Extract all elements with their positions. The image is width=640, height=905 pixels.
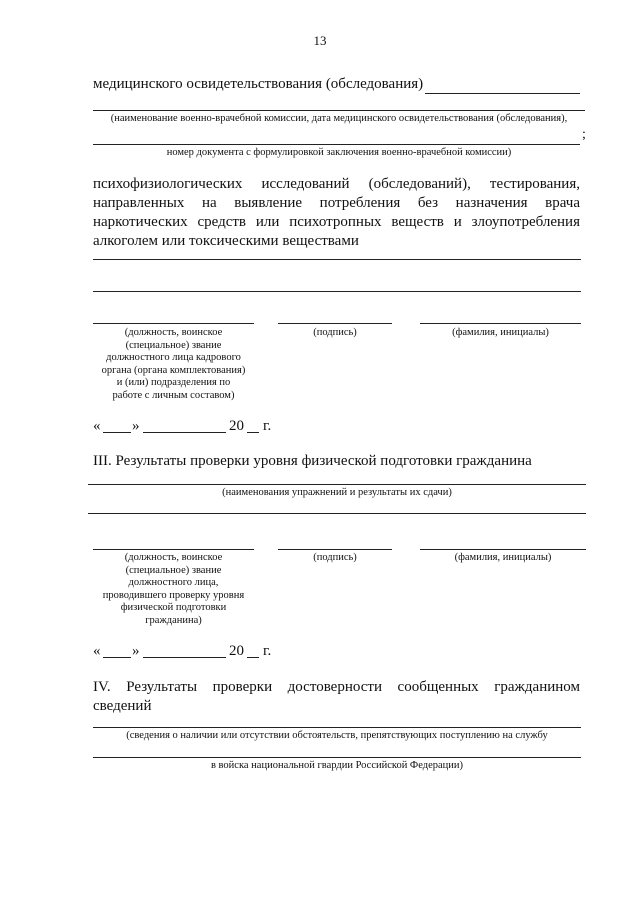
- position-line[interactable]: [93, 323, 254, 324]
- psycho-line-1: психофизиологических исследований (обследований), тестирования,: [93, 176, 580, 192]
- fill-line[interactable]: [93, 727, 581, 728]
- fill-line[interactable]: [93, 757, 581, 758]
- fill-line[interactable]: [425, 93, 580, 94]
- signature-line[interactable]: [278, 323, 392, 324]
- date-month-line[interactable]: [143, 657, 226, 658]
- signature-caption: (подпись): [313, 552, 357, 563]
- date-close-quote: »: [132, 418, 140, 434]
- date-year: 20: [229, 643, 244, 659]
- caption-commission: (наименование военно-врачебной комиссии, дата медицинского освидетельствования (обследования),: [110, 113, 568, 124]
- date-open-quote: «: [93, 643, 101, 659]
- fill-line[interactable]: [93, 259, 581, 260]
- position-caption: (должность, воинское (специальное) звание должностного лица кадрового органа (органа комплектования) и (или) подразделения по работе с личным составом): [101, 327, 246, 401]
- medical-exam-text: медицинского освидетельствования (обследования): [93, 76, 424, 92]
- position-line[interactable]: [93, 549, 254, 550]
- caption-document: номер документа с формулировкой заключения военно-врачебной комиссии): [166, 147, 512, 158]
- name-caption: (фамилия, инициалы): [454, 552, 552, 563]
- fill-line[interactable]: [88, 513, 586, 514]
- signature-line[interactable]: [278, 549, 392, 550]
- date-year-line[interactable]: [247, 657, 259, 658]
- section-3-heading: III. Результаты проверки уровня физической подготовки гражданина: [93, 453, 532, 469]
- date-suffix: г.: [263, 418, 272, 434]
- name-caption: (фамилия, инициалы): [452, 327, 549, 338]
- date-day-line[interactable]: [103, 657, 131, 658]
- signature-caption: (подпись): [313, 327, 357, 338]
- page-number: 13: [313, 33, 327, 48]
- semicolon: ;: [582, 127, 586, 142]
- section-4-heading-line-1: IV. Результаты проверки достоверности сообщенных гражданином: [93, 679, 580, 695]
- date-close-quote: »: [132, 643, 140, 659]
- section-4-caption-2: в войска национальной гвардии Российской Федерации): [210, 760, 464, 771]
- fill-line[interactable]: [93, 291, 581, 292]
- date-month-line[interactable]: [143, 432, 226, 433]
- position-caption: (должность, воинское (специальное) звание должностного лица, проводившего проверку уровня физической подготовки гражданина): [102, 552, 245, 626]
- date-open-quote: «: [93, 418, 101, 434]
- date-year: 20: [229, 418, 244, 434]
- date-year-line[interactable]: [247, 432, 259, 433]
- name-line[interactable]: [420, 323, 581, 324]
- fill-line[interactable]: [88, 484, 586, 485]
- section-3-caption: (наименования упражнений и результаты их сдачи): [222, 487, 452, 498]
- fill-line[interactable]: [93, 144, 580, 145]
- date-suffix: г.: [263, 643, 272, 659]
- section-4-heading-line-2: сведений: [93, 698, 152, 714]
- name-line[interactable]: [420, 549, 586, 550]
- psycho-line-3: наркотических средств или психотропных веществ и злоупотребления: [93, 214, 580, 230]
- fill-line[interactable]: [93, 110, 585, 111]
- section-4-caption-1: (сведения о наличии или отсутствии обстоятельств, препятствующих поступлению на службу: [126, 730, 548, 741]
- date-day-line[interactable]: [103, 432, 131, 433]
- psycho-line-4: алкоголем или токсическими веществами: [93, 233, 359, 249]
- psycho-line-2: направленных на выявление потребления без назначения врача: [93, 195, 580, 211]
